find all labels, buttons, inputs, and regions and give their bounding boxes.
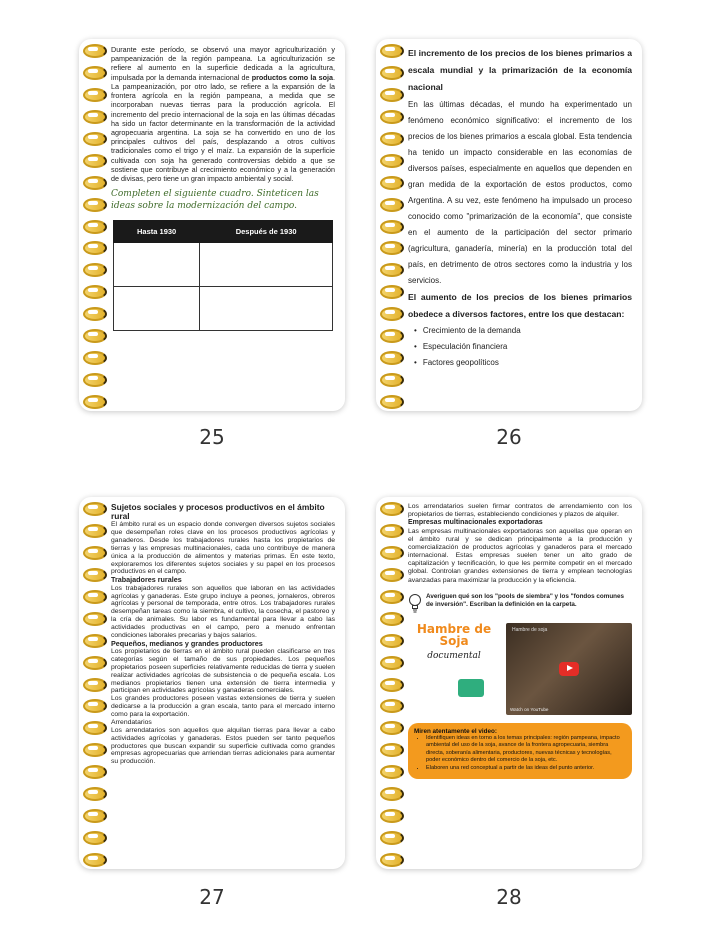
binding-ring bbox=[380, 350, 402, 363]
paragraph: Los propietarios de tierras en el ámbito rural pueden clasificarse en tres categorías según el tamaño de sus propiedades. Los pequeños propietarios poseen superficies relativamente reducidas de tierra y suelen realizar actividades agrícolas de subsistencia o de pequeña escala. Los medianos propietarios tienen una extensión de tierra intermedia y participan en actividades agrícolas y ganaderas comerciales. bbox=[111, 648, 335, 695]
page-thumbnail-28[interactable] bbox=[376, 497, 642, 869]
research-prompt-text: Averiguen qué son los "pools de siembra" y los "fondos comunes de inversión". Escriban la definición en la carpeta. bbox=[426, 592, 625, 608]
binding-ring bbox=[83, 87, 105, 100]
click-hand-icon bbox=[458, 679, 484, 697]
binding-ring bbox=[380, 87, 402, 100]
paragraph: Los arrendatarios suelen firmar contratos de arrendamiento con los propietarios de tierras, estableciendo condiciones y plazos de alquiler. bbox=[408, 503, 632, 519]
binding-ring bbox=[83, 633, 105, 646]
binding-ring bbox=[380, 65, 402, 78]
binding-ring bbox=[83, 350, 105, 363]
factor-list bbox=[414, 323, 632, 371]
binding-ring bbox=[83, 328, 105, 341]
page-thumbnail-26[interactable] bbox=[376, 39, 642, 411]
section-title: El incremento de los precios de los bienes primarios a escala mundial y la primarización de la economía nacional bbox=[408, 48, 632, 93]
text: . La pampeanización, por otro lado, se refiere a la expansión de la frontera agrícola en la región pampeana, a medida que se incorporaban nuevas tierras para la producción agrícola. El incremento del precio internacional de la soja en las últimas décadas ha sido un factor determinante en la transformación de la actividad agropecuaria argentina. La soja se ha convertido en uno de los principales cultivos del país, desplazando a otros cultivos tradicionales como el trigo y el maíz. La expansión de la superficie cultivada con soja ha generado controversias debido a que se sostiene que contribuye al crecimiento económico y a la generación de divisas, pero tiene un gran impacto ambiental y social. bbox=[111, 72, 335, 184]
activity-table bbox=[113, 220, 333, 331]
binding-ring bbox=[83, 262, 105, 275]
table-header: Después de 1930 bbox=[200, 220, 333, 242]
activity-instruction: Completen el siguiente cuadro. Sinteticen las ideas sobre la modernización del campo. bbox=[111, 189, 319, 211]
binding-ring bbox=[380, 852, 402, 865]
table-cell bbox=[114, 242, 200, 286]
subheading: Empresas multinacionales exportadoras bbox=[408, 519, 543, 527]
activity-box bbox=[408, 723, 632, 779]
binding-ring bbox=[380, 501, 402, 514]
binding-ring bbox=[83, 852, 105, 865]
binding-ring bbox=[380, 175, 402, 188]
binding-ring bbox=[380, 589, 402, 602]
subheading: Trabajadores rurales bbox=[111, 575, 182, 585]
binding-ring bbox=[83, 284, 105, 297]
binding-ring bbox=[83, 501, 105, 514]
page-content bbox=[111, 45, 335, 405]
table-cell bbox=[200, 286, 333, 330]
binding-ring bbox=[83, 131, 105, 144]
binding-ring bbox=[83, 306, 105, 319]
binding-ring bbox=[83, 611, 105, 624]
documentary-block bbox=[408, 623, 632, 715]
binding-ring bbox=[380, 808, 402, 821]
binding-ring bbox=[380, 306, 402, 319]
paragraph: El ámbito rural es un espacio donde convergen diversos sujetos sociales que desempeñan roles clave en los procesos productivos agrícolas y ganaderos. Desde los trabajadores rurales hasta los propietarios de tierras y las empresas multinacionales, cada uno contribuye de manera única a la producción de alimentos y materias primas. En este texto, exploraremos los diferentes sujetos sociales y su papel en los procesos productivos en el campo. bbox=[111, 521, 335, 576]
binding-ring bbox=[83, 240, 105, 253]
binding-ring bbox=[380, 240, 402, 253]
binding-ring bbox=[83, 742, 105, 755]
table-cell bbox=[114, 286, 200, 330]
paragraph: Las empresas multinacionales exportadoras son aquellas que operan en el ámbito rural y se dedican principalmente a la producción y comercialización de productos agrícolas y ganaderos para el mercado internacional. Estas empresas suelen tener un alto grado de capitalización y tecnificación, lo que les permite competir en el mercado global. Controlan grandes extensiones de tierra y emplean tecnologías avanzadas para maximizar la producción y la eficiencia. bbox=[408, 527, 632, 584]
video-title: Hambre de soja bbox=[512, 626, 548, 633]
lightbulb-icon bbox=[408, 593, 422, 615]
binding-ring bbox=[83, 698, 105, 711]
binding-ring bbox=[83, 786, 105, 799]
binding-ring bbox=[380, 284, 402, 297]
binding-ring bbox=[380, 830, 402, 843]
binding-ring bbox=[380, 131, 402, 144]
spiral-binding bbox=[380, 43, 404, 407]
spiral-binding bbox=[83, 501, 107, 865]
binding-ring bbox=[83, 219, 105, 232]
section-subtitle: El aumento de los precios de los bienes primarios obedece a diversos factores, entre los que destacan: bbox=[408, 291, 632, 319]
binding-ring bbox=[83, 372, 105, 385]
binding-ring bbox=[83, 808, 105, 821]
page-thumbnail-25[interactable] bbox=[79, 39, 345, 411]
binding-ring bbox=[83, 175, 105, 188]
binding-ring bbox=[380, 720, 402, 733]
list-item: • Especulación financiera bbox=[414, 339, 632, 355]
list-item: • Factores geopolíticos bbox=[414, 355, 632, 371]
binding-ring bbox=[380, 545, 402, 558]
table-cell bbox=[200, 242, 333, 286]
subheading: Arrendatarios bbox=[111, 718, 152, 726]
binding-ring bbox=[83, 109, 105, 122]
binding-ring bbox=[83, 655, 105, 668]
paragraph: Los trabajadores rurales son aquellos que laboran en las actividades agrícolas y ganaderas. Este grupo incluye a peones, jornaleros, obreros agrícolas y personal de temporada, entre otros. Los trabajadores rurales desempeñan tareas como la siembra, el cultivo, la cosecha, el pastoreo y la cría de animales. Su labor es fundamental para llevar a cabo las actividades productivas en el campo, pero a menudo enfrentan condiciones laborales precarias y bajos salarios. bbox=[111, 584, 335, 639]
binding-ring bbox=[83, 65, 105, 78]
page-number: 26 bbox=[496, 425, 522, 449]
activity-list bbox=[426, 735, 626, 773]
binding-ring bbox=[83, 764, 105, 777]
page-content bbox=[408, 45, 632, 405]
research-prompt bbox=[408, 593, 632, 615]
binding-ring bbox=[83, 394, 105, 407]
binding-ring bbox=[83, 589, 105, 602]
binding-ring bbox=[83, 523, 105, 536]
binding-ring bbox=[83, 830, 105, 843]
binding-ring bbox=[380, 698, 402, 711]
paragraph bbox=[111, 45, 335, 183]
page-number: 28 bbox=[496, 885, 522, 909]
binding-ring bbox=[380, 109, 402, 122]
list-item: • Identifiquen ideas en torno a los temas principales: región pampeana, impacto ambiental del uso de la soja, avance de la frontera agropecuaria, siembra directa, soberanía alimentaria, productores, nuevas técnicas y tecnologías, poder económico dentro del comercio de la soja, etc. bbox=[426, 735, 626, 765]
binding-ring bbox=[83, 677, 105, 690]
binding-ring bbox=[83, 720, 105, 733]
video-thumbnail[interactable] bbox=[506, 623, 632, 715]
binding-ring bbox=[380, 611, 402, 624]
page-thumbnail-27[interactable] bbox=[79, 497, 345, 869]
table-header: Hasta 1930 bbox=[114, 220, 200, 242]
binding-ring bbox=[380, 764, 402, 777]
page-content bbox=[408, 503, 632, 863]
paragraph: En las últimas décadas, el mundo ha experimentado un fenómeno económico significativo: el incremento de los precios de los bienes primarios a escala global. Esta tendencia ha tenido un impacto considerable en las economías de diversos países, especialmente en aquellos que dependen en gran medida de la exportación de estos productos, como Argentina. A su vez, este fenómeno ha impulsado un proceso conocido como "primarización de la economía", que consiste en el aumento de la participación del sector primario (agricultura, ganadería, minería) en la producción total del país, en detrimento de otros sectores como la industria y los servicios. bbox=[408, 99, 632, 285]
page-content bbox=[111, 503, 335, 863]
page-number: 27 bbox=[199, 885, 225, 909]
binding-ring bbox=[380, 219, 402, 232]
binding-ring bbox=[380, 153, 402, 166]
binding-ring bbox=[83, 43, 105, 56]
binding-ring bbox=[380, 633, 402, 646]
spiral-binding bbox=[380, 501, 404, 865]
play-icon[interactable] bbox=[559, 662, 579, 676]
paragraph: Los arrendatarios son aquellos que alquilan tierras para llevar a cabo actividades agrícolas y ganaderas. Estos pueden ser tanto pequeños productores que buscan expandir su superficie cultivada como grandes empresas agropecuarias que arriendan tierras adicionales para aumentar su producción. bbox=[111, 726, 335, 766]
text: Durante este período, se observó una mayor agriculturización y pampeanización de la región pampeana. La agriculturización se refiere al aumento en la superficie dedicada a la agricultura, impulsada por la demanda internacional de bbox=[111, 45, 335, 82]
binding-ring bbox=[380, 197, 402, 210]
activity-title: Miren atentamente el video: bbox=[414, 727, 497, 735]
bold-text: productos como la soja bbox=[251, 72, 333, 82]
binding-ring bbox=[380, 262, 402, 275]
binding-ring bbox=[380, 786, 402, 799]
subheading: Pequeños, medianos y grandes productores bbox=[111, 638, 263, 648]
binding-ring bbox=[380, 328, 402, 341]
paragraph: Los grandes productores poseen vastas extensiones de tierra y suelen dedicarse a la producción a gran escala, tanto para el mercado interno como para la exportación. bbox=[111, 695, 335, 719]
binding-ring bbox=[83, 197, 105, 210]
page-number: 25 bbox=[199, 425, 225, 449]
list-item: • Crecimiento de la demanda bbox=[414, 323, 632, 339]
binding-ring bbox=[380, 43, 402, 56]
list-item: • Elaboren una red conceptual a partir de las ideas del punto anterior. bbox=[426, 765, 626, 773]
video-footer: Watch on YouTube bbox=[510, 706, 549, 712]
binding-ring bbox=[380, 523, 402, 536]
poster-subtitle: documental bbox=[427, 650, 481, 661]
binding-ring bbox=[380, 567, 402, 580]
binding-ring bbox=[83, 567, 105, 580]
binding-ring bbox=[380, 372, 402, 385]
spiral-binding bbox=[83, 43, 107, 407]
section-title: Sujetos sociales y procesos productivos en el ámbito rural bbox=[111, 503, 325, 522]
binding-ring bbox=[380, 742, 402, 755]
documentary-poster bbox=[408, 623, 500, 715]
binding-ring bbox=[380, 677, 402, 690]
binding-ring bbox=[380, 655, 402, 668]
binding-ring bbox=[83, 545, 105, 558]
poster-title: Hambre de Soja bbox=[416, 621, 492, 649]
binding-ring bbox=[83, 153, 105, 166]
binding-ring bbox=[380, 394, 402, 407]
